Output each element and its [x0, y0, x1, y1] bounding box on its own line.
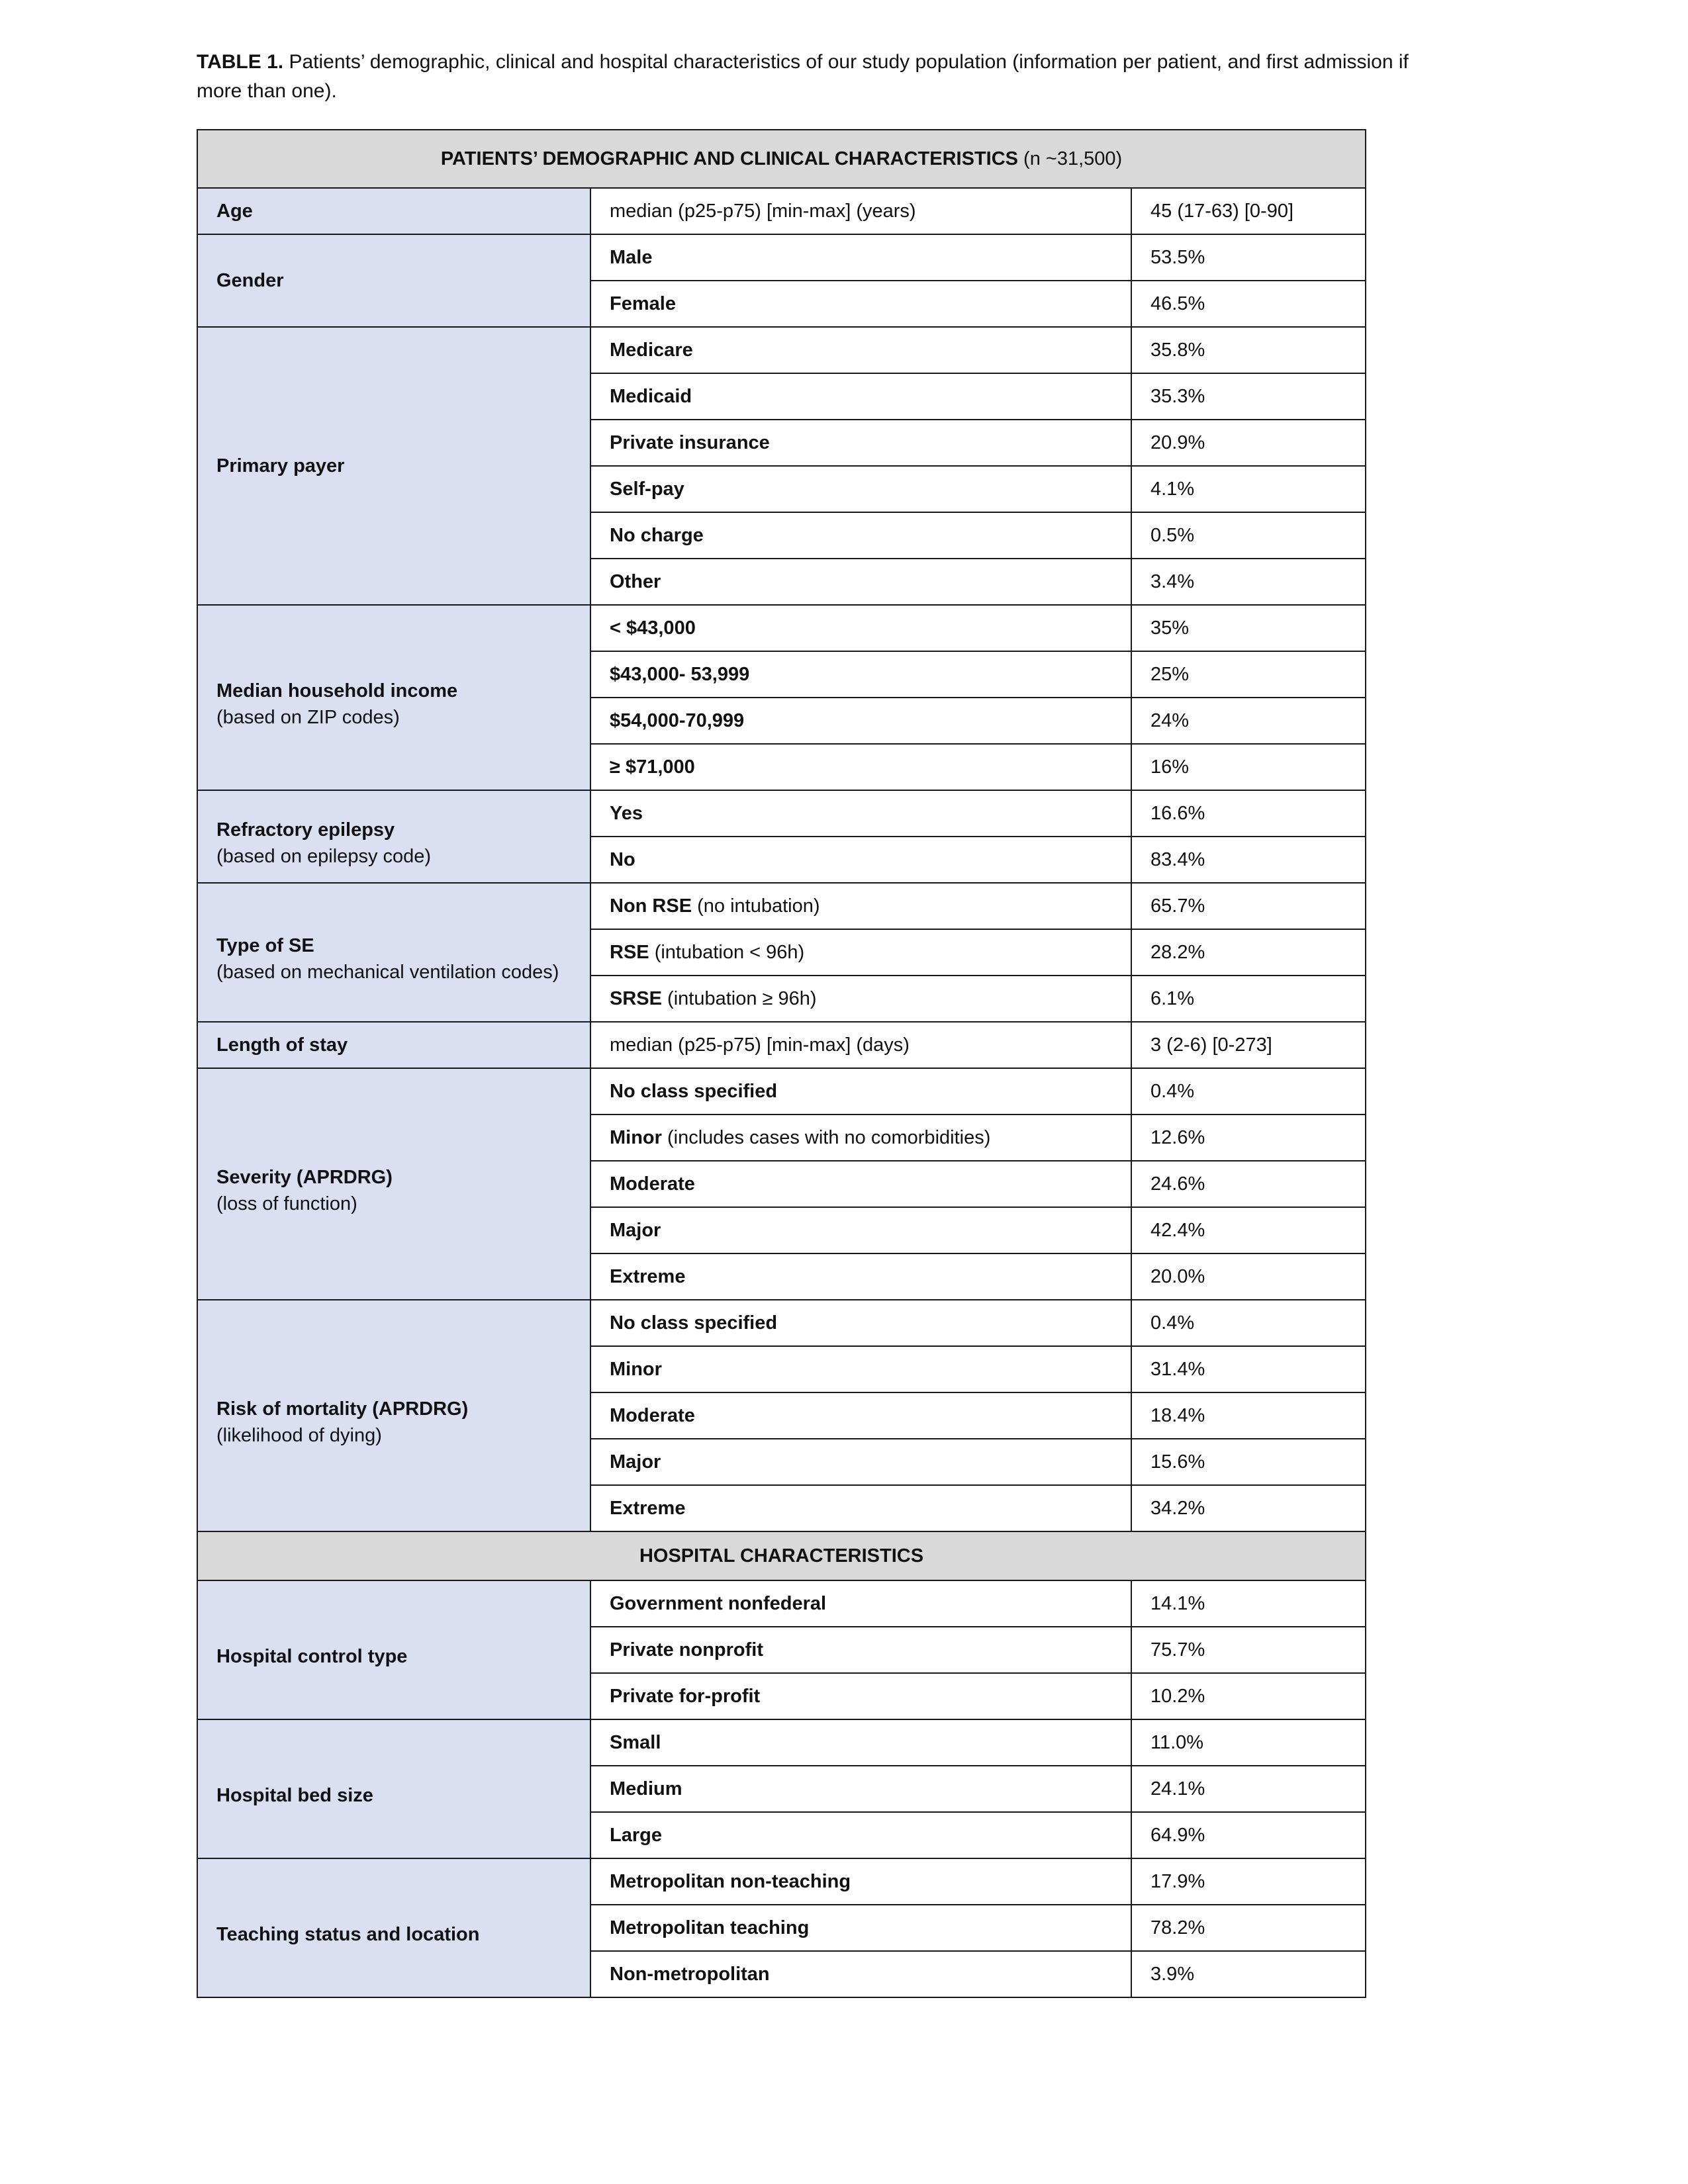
- category-teaching-status: Teaching status and location: [197, 1858, 590, 1997]
- table-label: TABLE 1.: [197, 51, 284, 73]
- row-option: Medium: [590, 1766, 1131, 1812]
- category-risk-of-mortality: [197, 1300, 590, 1531]
- table-row: [197, 1022, 1366, 1068]
- row-option: No class specified: [590, 1068, 1131, 1115]
- row-value: 18.4%: [1131, 1392, 1366, 1439]
- row-option: Private for-profit: [590, 1673, 1131, 1719]
- row-value: 4.1%: [1131, 466, 1366, 512]
- row-option: Moderate: [590, 1161, 1131, 1207]
- category-hospital-bed-size: Hospital bed size: [197, 1719, 590, 1858]
- row-value: 46.5%: [1131, 281, 1366, 327]
- row-option: No charge: [590, 512, 1131, 559]
- table-row: [197, 605, 1366, 651]
- row-value: 17.9%: [1131, 1858, 1366, 1905]
- table-row: [197, 188, 1366, 234]
- row-option: < $43,000: [590, 605, 1131, 651]
- category-gender: Gender: [197, 234, 590, 327]
- row-value: 0.4%: [1131, 1300, 1366, 1346]
- option-note: (includes cases with no comorbidities): [661, 1126, 991, 1148]
- category-sublabel: (based on epilepsy code): [216, 846, 432, 867]
- row-value: 0.4%: [1131, 1068, 1366, 1115]
- option-note: (no intubation): [692, 895, 820, 917]
- category-length-of-stay: Length of stay: [197, 1022, 590, 1068]
- row-value: 65.7%: [1131, 883, 1366, 929]
- row-value: 78.2%: [1131, 1905, 1366, 1951]
- section-sample-size: (n ~31,500): [1018, 148, 1123, 169]
- row-value: 34.2%: [1131, 1485, 1366, 1531]
- category-sublabel: (likelihood of dying): [216, 1425, 382, 1446]
- option-note: (intubation < 96h): [649, 941, 805, 963]
- category-sublabel: (based on ZIP codes): [216, 707, 400, 728]
- row-option: Other: [590, 559, 1131, 605]
- row-option: $43,000- 53,999: [590, 651, 1131, 698]
- category-label: Type of SE: [216, 935, 314, 956]
- row-option: $54,000-70,999: [590, 698, 1131, 744]
- option-label: Minor: [610, 1126, 662, 1148]
- row-option: Private insurance: [590, 420, 1131, 466]
- row-value: 42.4%: [1131, 1207, 1366, 1253]
- row-value: 53.5%: [1131, 234, 1366, 281]
- row-option: Moderate: [590, 1392, 1131, 1439]
- row-option: Non-metropolitan: [590, 1951, 1131, 1997]
- option-label: Non RSE: [610, 895, 692, 917]
- row-value: 31.4%: [1131, 1346, 1366, 1392]
- row-value: 16%: [1131, 744, 1366, 790]
- category-refractory-epilepsy: [197, 790, 590, 883]
- table-caption: [197, 48, 1454, 106]
- section-title: HOSPITAL CHARACTERISTICS: [197, 1531, 1366, 1580]
- row-value: 35.3%: [1131, 373, 1366, 420]
- row-value: 3.9%: [1131, 1951, 1366, 1997]
- category-primary-payer: Primary payer: [197, 327, 590, 605]
- row-value: 20.0%: [1131, 1253, 1366, 1300]
- row-option: Major: [590, 1207, 1131, 1253]
- row-option: Private nonprofit: [590, 1627, 1131, 1673]
- row-option: Extreme: [590, 1253, 1131, 1300]
- row-option: Metropolitan teaching: [590, 1905, 1131, 1951]
- category-age: Age: [197, 188, 590, 234]
- row-value: 6.1%: [1131, 976, 1366, 1022]
- row-option: Male: [590, 234, 1131, 281]
- row-value: 14.1%: [1131, 1580, 1366, 1627]
- row-option: No class specified: [590, 1300, 1131, 1346]
- caption-text: Patients’ demographic, clinical and hospital characteristics of our study population (information per patient, and first admission if more than one).: [197, 51, 1409, 102]
- row-option: [590, 1115, 1131, 1161]
- row-option: Female: [590, 281, 1131, 327]
- option-note: (intubation ≥ 96h): [661, 987, 817, 1009]
- row-value: 15.6%: [1131, 1439, 1366, 1485]
- table-row: [197, 883, 1366, 929]
- row-value: 24%: [1131, 698, 1366, 744]
- section-header-hospital: [197, 1531, 1366, 1580]
- category-sublabel: (based on mechanical ventilation codes): [216, 962, 559, 983]
- row-option: [590, 976, 1131, 1022]
- row-value: 24.1%: [1131, 1766, 1366, 1812]
- row-value: 35%: [1131, 605, 1366, 651]
- row-value: 75.7%: [1131, 1627, 1366, 1673]
- row-option: ≥ $71,000: [590, 744, 1131, 790]
- category-label: Risk of mortality (APRDRG): [216, 1398, 469, 1420]
- row-value: 83.4%: [1131, 837, 1366, 883]
- section-header-patients: [197, 130, 1366, 188]
- table-row: [197, 1300, 1366, 1346]
- row-descriptor: median (p25-p75) [min-max] (years): [590, 188, 1131, 234]
- row-value: 11.0%: [1131, 1719, 1366, 1766]
- table-row: [197, 327, 1366, 373]
- row-option: Small: [590, 1719, 1131, 1766]
- row-value: 12.6%: [1131, 1115, 1366, 1161]
- table-row: [197, 1068, 1366, 1115]
- row-option: Government nonfederal: [590, 1580, 1131, 1627]
- table-row: [197, 1719, 1366, 1766]
- table-row: [197, 1858, 1366, 1905]
- category-household-income: [197, 605, 590, 790]
- row-option: Large: [590, 1812, 1131, 1858]
- option-label: RSE: [610, 941, 649, 963]
- category-label: Median household income: [216, 680, 458, 702]
- row-value: 28.2%: [1131, 929, 1366, 976]
- row-value: 0.5%: [1131, 512, 1366, 559]
- row-option: Yes: [590, 790, 1131, 837]
- table-row: [197, 1580, 1366, 1627]
- row-value: 20.9%: [1131, 420, 1366, 466]
- category-label: Refractory epilepsy: [216, 819, 395, 841]
- category-se-type: [197, 883, 590, 1022]
- characteristics-table: [197, 129, 1366, 1998]
- row-option: [590, 929, 1131, 976]
- row-option: Extreme: [590, 1485, 1131, 1531]
- row-value: 35.8%: [1131, 327, 1366, 373]
- table-row: [197, 234, 1366, 281]
- row-value: 10.2%: [1131, 1673, 1366, 1719]
- section-title-cell: [197, 130, 1366, 188]
- category-severity: [197, 1068, 590, 1300]
- option-label: SRSE: [610, 987, 662, 1009]
- row-value: 24.6%: [1131, 1161, 1366, 1207]
- row-option: Self-pay: [590, 466, 1131, 512]
- row-option: Metropolitan non-teaching: [590, 1858, 1131, 1905]
- row-option: [590, 883, 1131, 929]
- row-value: 3 (2-6) [0-273]: [1131, 1022, 1366, 1068]
- row-value: 25%: [1131, 651, 1366, 698]
- row-value: 64.9%: [1131, 1812, 1366, 1858]
- category-hospital-control-type: Hospital control type: [197, 1580, 590, 1719]
- row-option: No: [590, 837, 1131, 883]
- row-value: 45 (17-63) [0-90]: [1131, 188, 1366, 234]
- table-row: [197, 790, 1366, 837]
- row-option: Minor: [590, 1346, 1131, 1392]
- section-title: PATIENTS’ DEMOGRAPHIC AND CLINICAL CHARACTERISTICS: [440, 148, 1018, 169]
- row-value: 16.6%: [1131, 790, 1366, 837]
- category-label: Severity (APRDRG): [216, 1167, 393, 1188]
- row-descriptor: median (p25-p75) [min-max] (days): [590, 1022, 1131, 1068]
- row-option: Major: [590, 1439, 1131, 1485]
- category-sublabel: (loss of function): [216, 1193, 357, 1214]
- row-option: Medicare: [590, 327, 1131, 373]
- row-value: 3.4%: [1131, 559, 1366, 605]
- row-option: Medicaid: [590, 373, 1131, 420]
